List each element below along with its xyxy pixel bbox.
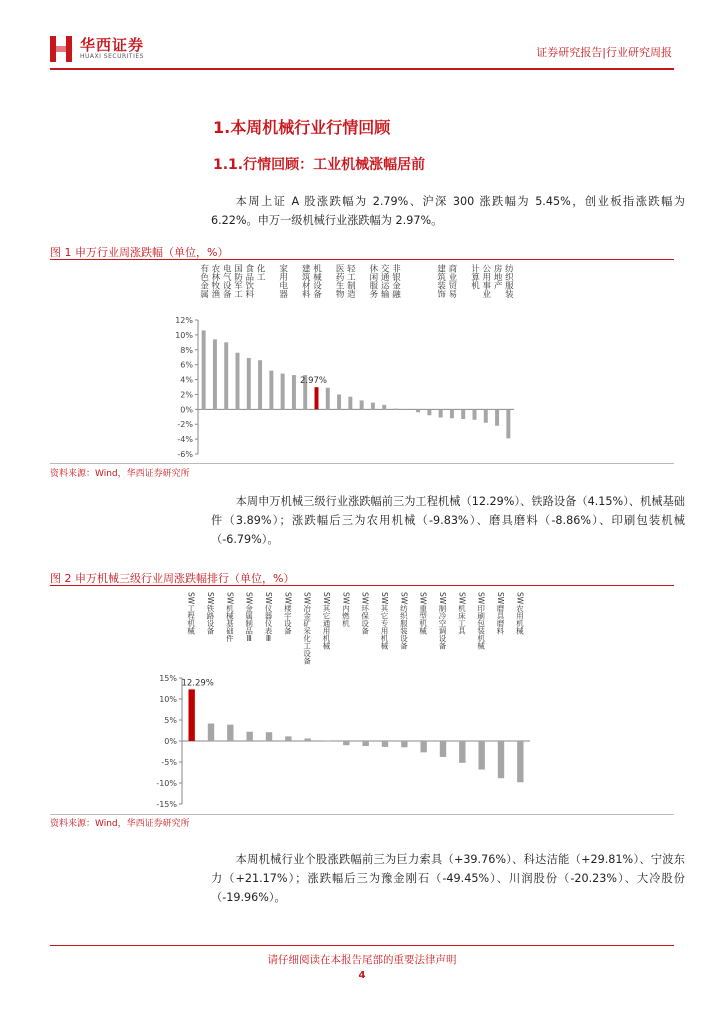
- category-label: 电气设备: [221, 264, 232, 298]
- bar: [517, 741, 523, 782]
- bar: [450, 409, 454, 418]
- category-label: SW楼宇设备: [283, 592, 293, 635]
- category-label: 轻工制造: [345, 264, 356, 298]
- bar: [405, 409, 409, 410]
- bar: [394, 409, 398, 410]
- y-tick-label: 12%: [175, 316, 193, 325]
- bar: [266, 732, 272, 741]
- y-tick-label: 5%: [164, 716, 177, 725]
- category-label: SW内燃机: [341, 592, 351, 627]
- category-label: SW印刷包装机械: [476, 592, 486, 650]
- figure1-bar-chart: [150, 312, 530, 462]
- category-label: 食品饮料: [243, 264, 254, 298]
- y-tick-label: -5%: [161, 758, 177, 767]
- paragraph-sub-industry: 本周申万机械三级行业涨跌幅前三为工程机械（12.29%）、铁路设备（4.15%）、机械基础件（3.89%）；涨跌幅后三为农用机械（-9.83%）、磨具磨料（-8.86%）、印刷包装机械（-6.79%）。: [211, 495, 685, 546]
- y-tick-label: 2%: [180, 390, 193, 400]
- bar: [208, 724, 214, 741]
- category-label: SW铁路设备: [206, 592, 215, 635]
- bar: [473, 409, 477, 419]
- y-tick-label: 0%: [180, 405, 193, 415]
- bar: [247, 358, 251, 409]
- footer-divider: [50, 945, 674, 946]
- figure1-category-labels: [0, 264, 724, 316]
- figure2-top-rule: [50, 585, 674, 586]
- y-tick-label: 15%: [159, 674, 177, 683]
- bar: [343, 741, 349, 745]
- category-label: SW重型机械: [418, 592, 428, 635]
- bar: [440, 741, 446, 757]
- bar: [420, 741, 426, 752]
- bar: [213, 339, 217, 409]
- bar-data-label: 2.97%: [299, 376, 328, 387]
- subsection-heading: 1.1.行情回顾：工业机械涨幅居前: [213, 157, 426, 173]
- bar: [360, 400, 364, 409]
- bar: [324, 741, 330, 742]
- bar: [371, 403, 375, 410]
- logo-text-cn: 华西证券: [80, 36, 145, 54]
- bar: [285, 736, 291, 741]
- category-label: SW农用机械: [515, 592, 525, 635]
- bar: [236, 353, 240, 410]
- bar: [348, 397, 352, 410]
- figure2-source: 资料来源：Wind，华西证券研究所: [50, 819, 190, 829]
- category-label: SW机床工具: [457, 592, 467, 635]
- category-label: SW磨具磨料: [496, 592, 505, 635]
- category-label: 房地产: [492, 264, 503, 290]
- report-type: 证券研究报告|行业研究周报: [536, 46, 672, 59]
- category-label: 休闲服务: [367, 264, 378, 298]
- category-label: SW仪器仪表Ⅲ: [264, 592, 273, 644]
- y-tick-label: 8%: [180, 345, 193, 355]
- legal-disclaimer: 请仔细阅读在本报告尾部的重要法律声明: [267, 954, 457, 966]
- y-tick-label: -2%: [177, 420, 193, 430]
- bar: [484, 409, 488, 422]
- paragraph-stocks: 本周机械行业个股涨跌幅前三为巨力索具（+39.76%）、科达洁能（+29.81%）、宁波东力（+21.17%）；涨跌幅后三为豫金刚石（-49.45%）、川润股份（-20.23%）、大冷股份（-19.96%）。: [211, 853, 685, 904]
- category-label: 纺织服装: [503, 264, 514, 298]
- category-label: SW其它通用机械: [322, 592, 331, 650]
- bar: [246, 732, 252, 741]
- bar: [281, 374, 285, 410]
- figure1-top-rule: [50, 259, 674, 260]
- category-label: 非银金融: [390, 264, 401, 298]
- category-label: SW工程机械: [186, 592, 196, 635]
- section-heading: 1.本周机械行业行情回顾: [213, 118, 391, 137]
- category-label: SW制冷空调设备: [438, 592, 447, 650]
- bar: [495, 409, 499, 425]
- bar: [337, 394, 341, 409]
- page-number: 4: [358, 970, 366, 981]
- category-label: SW金属制品Ⅲ: [244, 592, 254, 644]
- figure1-title: 图 1 申万行业周涨跌幅（单位，%）: [50, 246, 229, 259]
- bar: [461, 409, 465, 419]
- y-tick-label: 10%: [159, 695, 177, 704]
- bar: [258, 360, 262, 409]
- bar: [478, 741, 484, 770]
- figure2-bar-chart: [150, 670, 540, 812]
- figure1-bottom-rule: [50, 463, 674, 464]
- y-tick-label: 10%: [175, 330, 193, 340]
- category-label: 建筑材料: [300, 264, 311, 298]
- y-tick-label: 6%: [180, 360, 193, 370]
- figure2-bottom-rule: [50, 814, 674, 815]
- y-tick-label: 4%: [180, 375, 193, 385]
- category-label: 商业贸易: [446, 264, 457, 298]
- bar: [315, 387, 319, 409]
- category-label: 化工: [255, 264, 266, 281]
- huaxi-logo-icon: [50, 36, 72, 62]
- category-label: 国防军工: [232, 264, 243, 298]
- category-label: 计算机: [469, 264, 480, 290]
- paragraph-market-review: 本周上证 A 股涨跌幅为 2.79%、沪深 300 涨跌幅为 5.45%，创业板指涨跌幅为 6.22%。申万一级机械行业涨跌幅为 2.97%。: [211, 195, 685, 227]
- logo-text-en: HUAXI SECURITIES: [80, 53, 144, 60]
- figure1-source: 资料来源：Wind，华西证券研究所: [50, 469, 190, 479]
- bar: [506, 409, 510, 438]
- category-label: SW机械基础件: [225, 592, 235, 642]
- y-tick-label: -4%: [177, 435, 193, 445]
- bar: [304, 738, 310, 741]
- bar: [382, 741, 388, 747]
- y-tick-label: -15%: [156, 800, 177, 809]
- category-label: 医药生物: [334, 264, 345, 298]
- bar: [227, 725, 233, 741]
- y-tick-label: -10%: [156, 779, 177, 788]
- category-label: 机械设备: [311, 264, 322, 298]
- bar: [362, 741, 368, 746]
- figure2-category-labels: [0, 592, 724, 672]
- category-label: SW纺织服装设备: [399, 592, 409, 650]
- bar: [382, 405, 386, 409]
- y-tick-label: 0%: [164, 737, 177, 746]
- category-label: 农林牧渔: [209, 264, 220, 298]
- bar: [439, 409, 443, 417]
- category-label: 交通运输: [379, 264, 390, 298]
- header-divider: [50, 68, 674, 70]
- bar: [292, 375, 296, 409]
- bar: [498, 741, 504, 778]
- bar-data-label: 12.29%: [181, 678, 214, 689]
- category-label: 有色金属: [198, 264, 209, 298]
- bar: [459, 741, 465, 763]
- bar: [416, 409, 420, 412]
- y-tick-label: -6%: [177, 450, 193, 459]
- bar: [202, 330, 206, 409]
- category-label: 公用事业: [480, 264, 491, 298]
- category-label: 家用电器: [277, 264, 288, 298]
- category-label: 建筑装饰: [435, 264, 446, 298]
- bar: [326, 388, 330, 410]
- bar: [224, 342, 228, 409]
- category-label: SW环保设备: [360, 592, 370, 635]
- category-label: SW冶金矿采化工设备: [302, 592, 312, 665]
- bar: [401, 741, 407, 747]
- bar: [427, 409, 431, 415]
- bar: [269, 371, 273, 410]
- category-label: SW其它专用机械: [380, 592, 389, 650]
- bar: [188, 689, 194, 741]
- figure2-title: 图 2 申万机械三级行业周涨跌幅排行（单位，%）: [50, 572, 295, 585]
